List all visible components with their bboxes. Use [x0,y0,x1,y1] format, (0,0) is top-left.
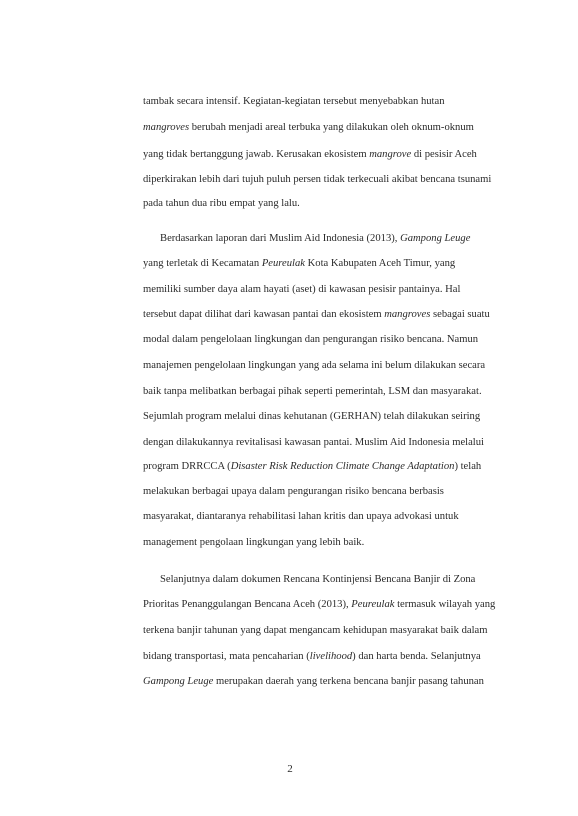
text-line [160,232,471,246]
text-run: diperkirakan lebih dari tujuh puluh persen tidak terkecuali akibat bencana tsunami [143,174,492,185]
text-line [143,385,482,399]
text-line [143,257,456,271]
italic-text: mangroves [143,122,190,133]
text-run: melakukan berbagai upaya dalam pengurangan risiko bencana berbasis [143,486,444,497]
text-run: program DRRCCA ( [143,461,231,472]
italic-text: mangrove [369,149,412,160]
text-line [143,436,484,450]
italic-text: Disaster Risk Reduction Climate Change Adaptation [230,461,455,472]
text-run: ) dan harta benda. Selanjutnya [352,651,481,662]
text-run: pada tahun dua ribu empat yang lalu. [143,198,300,209]
text-line [143,460,482,474]
italic-text: livelihood [309,651,353,662]
text-run: tersebut dapat dilihat dari kawasan pantai dan ekosistem [143,309,385,320]
text-run: tambak secara intensif. Kegiatan-kegiatan tersebut menyebabkan hutan [143,96,445,107]
italic-text: Gampong Leuge [400,233,471,244]
text-run: bidang transportasi, mata pencaharian ( [143,651,310,662]
text-line [143,485,444,499]
text-run: merupakan daerah yang terkena bencana banjir pasang tahunan [213,676,484,687]
text-line [143,148,477,162]
text-run: Kota Kabupaten Aceh Timur, yang [304,258,456,269]
text-line [143,308,490,322]
text-line [143,510,459,524]
text-run: yang terletak di Kecamatan [143,258,262,269]
italic-text: mangroves [384,309,431,320]
text-run: dengan dilakukannya revitalisasi kawasan pantai. Muslim Aid Indonesia melalui [143,437,484,448]
text-run: yang tidak bertanggung jawab. Kerusakan ekosistem [143,149,370,160]
text-line [143,121,474,135]
text-line [143,650,481,664]
italic-text: Gampong Leuge [143,676,214,687]
text-run: ) telah [454,461,482,472]
text-run: Selanjutnya dalam dokumen Rencana Kontinjensi Bencana Banjir di Zona [160,574,476,585]
text-line [143,598,496,612]
italic-text: Peureulak [261,258,305,269]
text-run: di pesisir Aceh [411,149,477,160]
italic-text: Peureulak [351,599,395,610]
text-run: memiliki sumber daya alam hayati (aset) di kawasan pesisir pantainya. Hal [143,284,461,295]
text-line [143,95,445,109]
text-run: masyarakat, diantaranya rehabilitasi lahan kritis dan upaya advokasi untuk [143,511,459,522]
text-run: terkena banjir tahunan yang dapat mengancam kehidupan masyarakat baik dalam [143,625,488,636]
text-line [160,573,476,587]
text-run: sebagai suatu [430,309,490,320]
text-line [143,410,481,424]
text-line [143,359,486,373]
text-run: Sejumlah program melalui dinas kehutanan (GERHAN) telah dilakukan seiring [143,411,481,422]
text-line [143,173,492,187]
page-number: 2 [287,763,293,775]
text-line [143,333,479,347]
text-line [143,283,461,297]
text-run: baik tanpa melibatkan berbagai pihak seperti pemerintah, LSM dan masyarakat. [143,386,482,397]
text-run: manajemen pengelolaan lingkungan yang ada selama ini belum dilakukan secara [143,360,486,371]
text-line [143,624,488,638]
text-run: modal dalam pengelolaan lingkungan dan pengurangan risiko bencana. Namun [143,334,479,345]
text-run: Berdasarkan laporan dari Muslim Aid Indonesia (2013), [160,233,401,244]
text-run: management pengolaan lingkungan yang lebih baik. [143,537,365,548]
text-run: Prioritas Penanggulangan Bencana Aceh (2013), [143,599,352,610]
text-line [143,536,441,550]
text-line [143,675,484,689]
text-run: berubah menjadi areal terbuka yang dilakukan oleh oknum-oknum [189,122,474,133]
text-line [143,197,441,211]
text-run: termasuk wilayah yang [394,599,496,610]
